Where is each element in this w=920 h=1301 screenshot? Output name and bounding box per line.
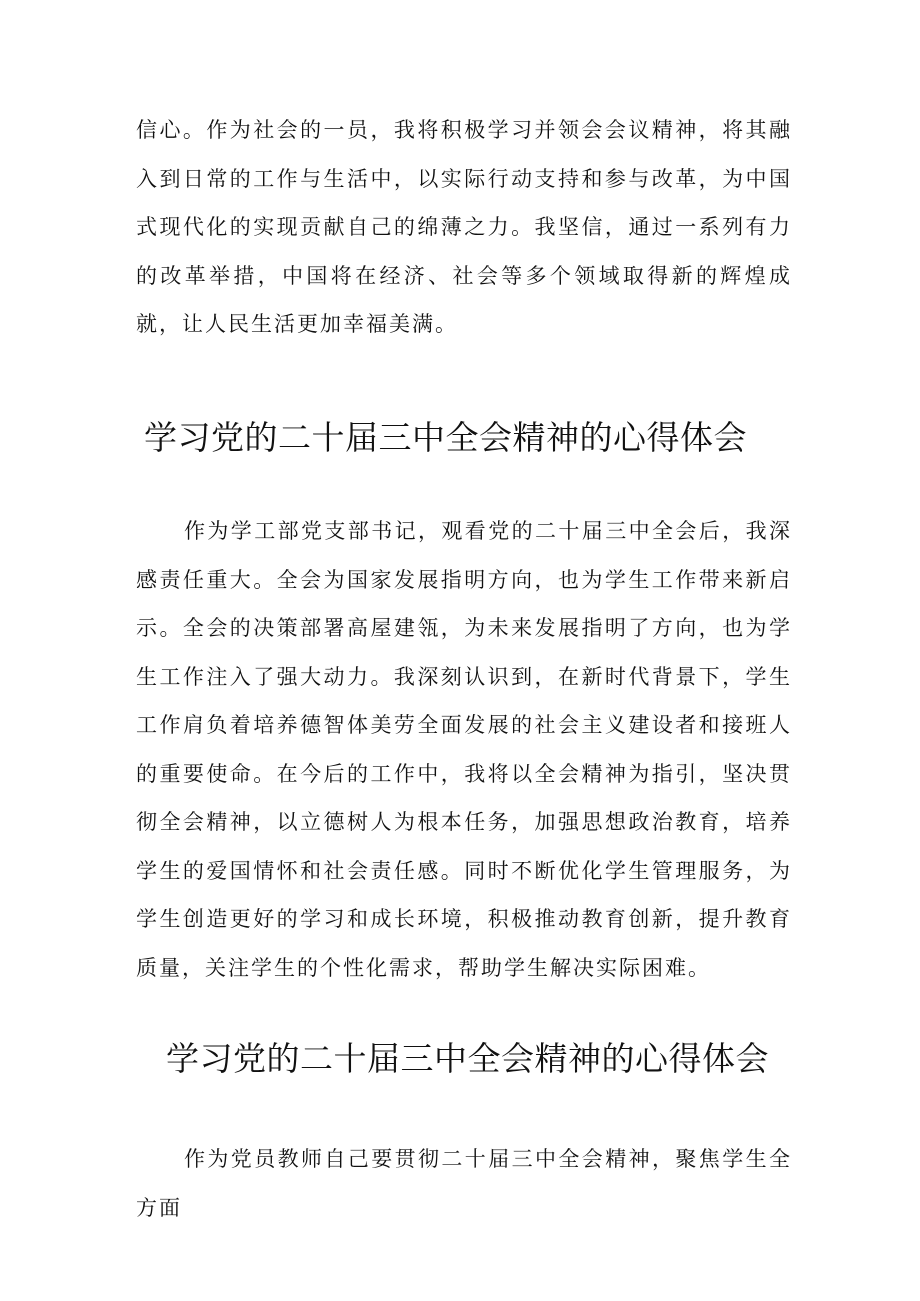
- section-heading: 学习党的二十届三中全会精神的心得体会: [166, 1039, 769, 1078]
- body-paragraph: 作为党员教师自己要贯彻二十届三中全会精神，聚焦学生全方面: [136, 1147, 792, 1220]
- body-paragraph: 信心。作为社会的一员，我将积极学习并领会会议精神，将其融入到日常的工作与生活中，以实际行动支持和参与改革，为中国式现代化的实现贡献自己的绵薄之力。我坚信，通过一系列有力的改革举措，中国将在经济、社会等多个领域取得新的辉煌成就，让人民生活更加幸福美满。: [136, 118, 792, 336]
- body-paragraph: 作为学工部党支部书记，观看党的二十届三中全会后，我深感责任重大。全会为国家发展指明方向，也为学生工作带来新启示。全会的决策部署高屋建瓴，为未来发展指明了方向，也为学生工作注入了强大动力。我深刻认识到，在新时代背景下，学生工作肩负着培养德智体美劳全面发展的社会主义建设者和接班人的重要使命。在今后的工作中，我将以全会精神为指引，坚决贯彻全会精神，以立德树人为根本任务，加强思想政治教育，培养学生的爱国情怀和社会责任感。同时不断优化学生管理服务，为学生创造更好的学习和成长环境，积极推动教育创新，提升教育质量，关注学生的个性化需求，帮助学生解决实际困难。: [136, 519, 792, 980]
- section-heading: 学习党的二十届三中全会精神的心得体会: [144, 418, 747, 457]
